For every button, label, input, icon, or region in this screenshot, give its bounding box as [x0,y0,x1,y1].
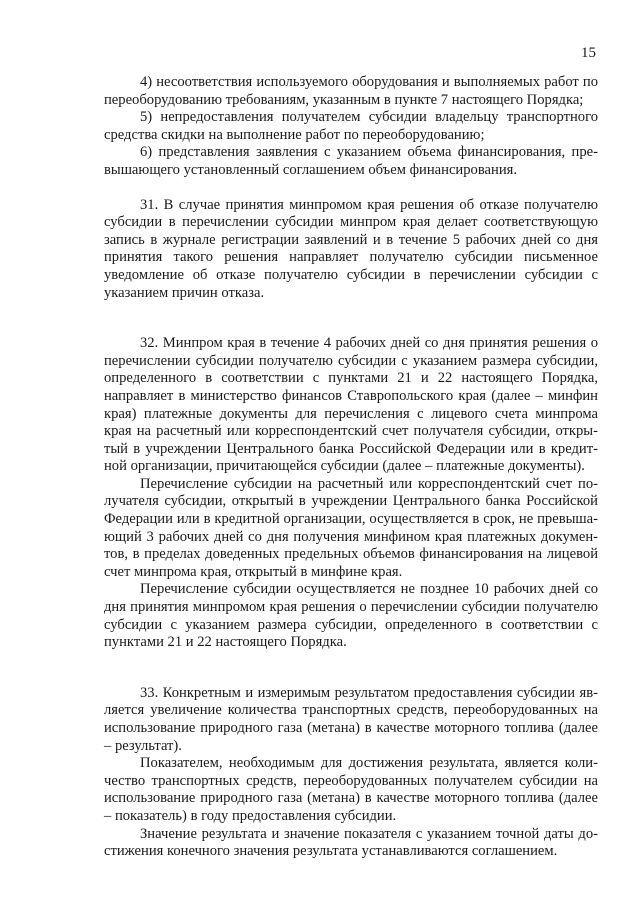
page-number: 15 [581,45,596,61]
clause-33-indicator-paragraph: Показателем, необходимым для достижения результата, является количество транспортных средств, переоборудованных получателем субсидии на использование природного газа (метана) в качестве моторного топлива (далее – показатель) в году предоставления субсидии. [104,755,598,824]
clause-32-deadline-paragraph: Перечисление субсидии осуществляется не позднее 10 рабочих дней со дня принятия минпромом края решения о перечислении субсидии получателю субсидии с указанием размера субсидии, определенного в соответствии с пунктами 21 и 22 настоящего Порядка. [104,581,598,651]
clause-32-transfer-paragraph: Перечисление субсидии на расчетный или корреспондентский счет получателя субсидии, открытый в учреждении Центрального банка Российской Федерации или в кредитной организации, осуществляется в срок, не превышающий 3 рабочих дней со дня получения минфином края платежных документов, в пределах доведенных предельных объемов финансирования на лицевой счет минпрома края, открытый в минфине края. [104,475,598,580]
list-item-5: 5) непредоставления получателем субсидии владельцу транспортного средства скидки на выполнение работ по переоборудованию; [104,109,598,143]
clause-31: 31. В случае принятия минпромом края решения об отказе получателю субсидии в перечислении субсидии минпром края делает соответствующую запись в журнале регистрации заявлений и в течение 5 рабочих дней со дня принятия такого решения направляет получателю субсидии письменное уведомление об отказе получателю субсидии в перечислении субсидии с указанием причин отказа. [104,196,598,301]
clause-33-value-paragraph: Значение результата и значение показателя с указанием точной даты достижения конечного значения результата устанавливаются соглашением. [104,825,598,860]
list-item-6: 6) представления заявления с указанием объема финансирования, превышающего установленный соглашением объем финансирования. [104,144,598,178]
clause-32: 32. Минпром края в течение 4 рабочих дней со дня принятия решения о перечислении субсидии получателю субсидии с указанием размера субсидии, определенного в соответствии с пунктами 21 и 22 настоящего Порядка, направляет в министерство финансов Ставропольского края (далее – минфин края) платежные документы для перечисления с лицевого счета минпрома края на расчетный или корреспондентский счет получателя субсидии, открытый в учреждении Центрального банка Российской Федерации или в кредитной организации, причитающейся субсидии (далее – платежные документы). [104,335,598,475]
clause-33: 33. Конкретным и измеримым результатом предоставления субсидии является увеличение количества транспортных средств, переоборудованных на использование природного газа (метана) в качестве моторного топлива (далее – результат). [104,684,598,754]
list-item-4: 4) несоответствия используемого оборудования и выполняемых работ по переоборудованию требованиям, указанным в пункте 7 настоящего Порядка; [104,74,598,108]
document-body [104,74,598,861]
